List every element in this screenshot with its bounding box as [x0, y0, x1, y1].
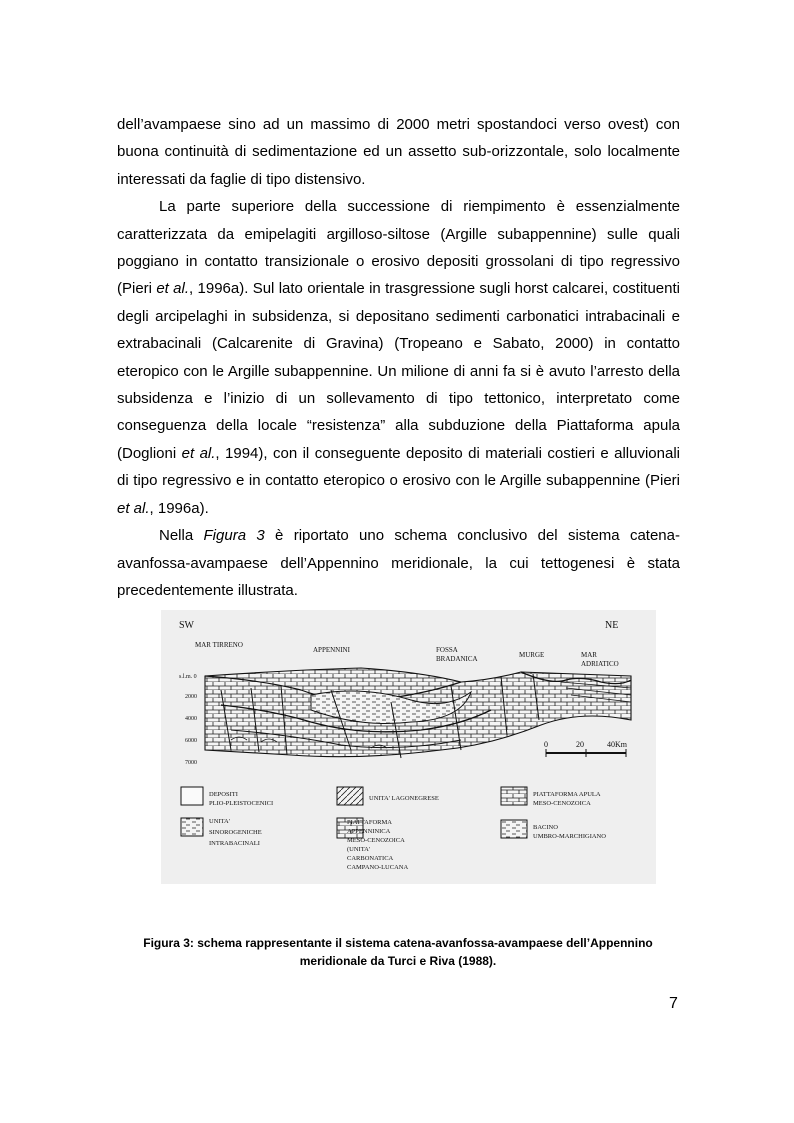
legend-swatch-bacino-umbro-marchigiano: [501, 820, 527, 838]
depth-label: 7000: [185, 760, 197, 766]
paragraph-2-text: , 1996a).: [149, 499, 209, 517]
page-number: 7: [669, 995, 678, 1012]
legend-label: DEPOSITI: [209, 791, 238, 798]
citation-italic: et al.: [156, 280, 190, 298]
region-label: MAR: [581, 651, 597, 659]
scale-label: 40Km: [607, 740, 627, 749]
paragraph-3-text: è riportato uno schema conclusivo del sistema catena-avanfossa-avampaese dell’Appennino meridionale, la cui tettogenesi è stata precedentemente illustrata.: [117, 527, 680, 599]
legend-label: PLIO-PLEISTOCENICI: [209, 800, 274, 807]
legend-label: APPENNINICA: [347, 828, 391, 835]
region-label: FOSSA: [436, 646, 458, 654]
paragraph-2: [117, 193, 680, 522]
legend-label: UMBRO-MARCHIGIANO: [533, 833, 606, 840]
legend-label: UNITA': [209, 818, 230, 825]
legend-label: CARBONATICA: [347, 855, 394, 862]
legend-label: BACINO: [533, 824, 558, 831]
cross-section-drawing: [205, 668, 631, 758]
depth-label: 4000: [185, 716, 197, 722]
legend: [181, 787, 606, 871]
paragraph-2-text: La parte superiore della successione di riempimento è essenzialmente caratterizzata da emipelagiti argilloso-siltose (Argille subappennine) sulle quali poggiano in contatto transizionale o erosivo depositi grossolani di tipo regressivo (Pieri: [117, 198, 680, 298]
scale-bar: [544, 740, 628, 757]
region-label: ADRIATICO: [581, 660, 619, 668]
legend-swatch-sinorogeniche: [181, 818, 203, 836]
legend-label: MESO-CENOZOICA: [533, 800, 591, 807]
cross-section-svg: [161, 610, 656, 884]
citation-italic: et al.: [117, 499, 150, 517]
scale-label: 20: [576, 740, 584, 749]
legend-label: CAMPANO-LUCANA: [347, 864, 409, 871]
paragraph-2-text: , 1996a). Sul lato orientale in trasgressione sugli horst calcarei, costituenti degli arcipelaghi in subsidenza, si depositano sedimenti carbonatici intrabacinali e extrabacinali (Calcarenite di Gravina) (Tropeano e Sabato, 2000) in contatto eteropico con le Argille subappennine. Un milione di anni fa si è avuto l’arresto della subsidenza e l’inizio di un sollevamento di tipo tettonico, interpretato come conseguenza della locale “resistenza” alla subduzione della Piattaforma apula (Doglioni: [117, 280, 680, 462]
region-label: MAR TIRRENO: [195, 641, 243, 649]
legend-label: (UNITA': [347, 846, 371, 853]
legend-label: PIATTAFORMA: [347, 819, 392, 826]
legend-label: SINOROGENICHE: [209, 829, 262, 836]
scale-label: 0: [544, 740, 548, 749]
depth-label: 2000: [185, 694, 197, 700]
legend-label: INTRABACINALI: [209, 840, 260, 847]
legend-label: MESO-CENOZOICA: [347, 837, 405, 844]
depth-label: s.l.m. 0: [179, 674, 197, 680]
legend-label: PIATTAFORMA APULA: [533, 791, 601, 798]
figure-reference: Figura 3: [203, 527, 265, 545]
paragraph-3-text: Nella: [159, 527, 204, 545]
legend-label: UNITA' LAGONEGRESE: [369, 795, 439, 802]
legend-swatch-piattaforma-apula: [501, 787, 527, 805]
paragraph-2-text: , 1994), con il conseguente deposito di materiali costieri e alluvionali di tipo regressivo e in contatto eteropico o erosivo con le Argille subappennine (Pieri: [117, 444, 680, 490]
figure-caption: Figura 3: schema rappresentante il sistema catena-avanfossa-avampaese dell’Appennino meridionale da Turci e Riva (1988).: [143, 936, 653, 968]
citation-italic: et al.: [181, 444, 216, 462]
depth-label: 6000: [185, 738, 197, 744]
region-label: BRADANICA: [436, 655, 478, 663]
legend-swatch-plio-pleistocene: [181, 787, 203, 805]
orientation-sw-label: SW: [179, 620, 194, 631]
paragraph-3: [117, 522, 680, 604]
body-text: [117, 111, 680, 604]
region-label: APPENNINI: [313, 646, 350, 654]
legend-swatch-lagonegrese: [337, 787, 363, 805]
orientation-ne-label: NE: [605, 620, 619, 631]
region-label: MURGE: [519, 651, 545, 659]
paragraph-1: dell’avampaese sino ad un massimo di 2000 metri spostandoci verso ovest) con buona continuità di sedimentazione ed un assetto sub-orizzontale, solo localmente interessati da faglie di tipo distensivo.: [117, 116, 680, 188]
geologic-cross-section-figure: [161, 610, 656, 884]
